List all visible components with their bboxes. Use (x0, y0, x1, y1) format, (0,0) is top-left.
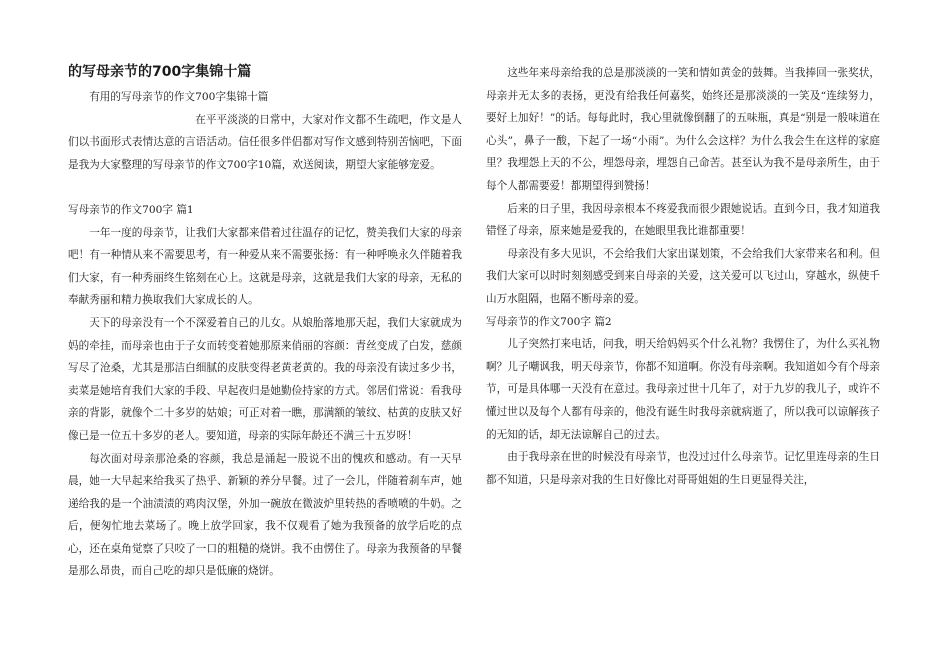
blank-line (68, 176, 462, 199)
essay-1-paragraph-6: 母亲没有多大见识，不会给我们大家出谋划策，不会给我们大家带来名和利。但我们大家可以时时刻刻感受到来自母亲的关爱，这关爱可以飞过山，穿越水，纵使千山万水阻隔，也隔不断母亲的爱。 (486, 247, 880, 305)
essay-2-paragraph-1: 儿子突然打来电话，问我，明天给妈妈买个什么礼物？我愣住了，为什么买礼物啊？儿子嘲讽我，明天母亲节，你都不知道啊。你没有母亲啊。我知道如今有个母亲节，可是具体哪一天没有在意过。我母亲过世十几年了，对于九岁的我儿子，或许不懂过世以及每个人都有母亲的，他没有诞生时我母亲就病逝了，所以我可以谅解孩子的无知的话，却无法谅解自己的过去。 (486, 338, 880, 441)
document-title: 的写母亲节的700字集锦十篇 (68, 64, 252, 80)
essay-1-paragraph-2: 天下的母亲没有一个不深爱着自己的儿女。从娘胎落地那天起，我们大家就成为妈的牵挂，而母亲也由于子女而转变着她那原来俏丽的容颜：青丝变成了白发，慈颜写尽了沧桑，尤其是那洁白细腻的皮肤变得老黄老黄的。我的母亲没有读过多少书，卖菜是她培育我们大家的手段、早起夜归是她勤俭持家的方式。邻居们常说：看我母亲的背影，就像个二十多岁的姑娘；可正对着一瞧，那满额的皱纹、枯黄的皮肤又好像已是一位五十多岁的老人。要知道，母亲的实际年龄还不满三十五岁呀！ (68, 316, 462, 442)
essay-2-heading: 写母亲节的作文700字 篇2 (486, 315, 612, 328)
essay-1-paragraph-5: 后来的日子里，我因母亲根本不疼爱我而很少跟她说话。直到今日，我才知道我错怪了母亲，原来她是爱我的，在她眼里我比谁都重要！ (486, 202, 880, 238)
right-column (486, 62, 880, 491)
essay-2-paragraph-2: 由于我母亲在世的时候没有母亲节，也没过过什么母亲节。记忆里连母亲的生日都不知道，只是母亲对我的生日好像比对哥哥姐姐的生日更显得关注， (486, 451, 880, 486)
intro-paragraph: 在平平淡淡的日常中，大家对作文都不生疏吧，作文是人们以书面形式表情达意的言语活动。信任很多伴侣都对写作文感到特别苦恼吧，下面是我为大家整理的写母亲节的作文700字10篇，欢送阅读，期望大家能够宠爱。 (68, 113, 462, 171)
document-subtitle: 有用的写母亲节的作文700字集锦十篇 (89, 91, 269, 103)
essay-1-paragraph-1: 一年一度的母亲节，让我们大家都来借着过往温存的记忆，赞美我们大家的母亲吧！有一种情从来不需要思考，有一种爱从来不需要张扬：有一种呼唤永久伴随着我们大家，有一种秀丽终生铭刻在心上。这就是母亲，这就是我们大家的母亲，无私的奉献秀丽和精力换取我们大家成长的人。 (68, 226, 462, 307)
essay-1-paragraph-3: 每次面对母亲那沧桑的容颜，我总是涌起一股说不出的愧疚和感动。有一天早晨，她一大早起来给我买了热乎、新颖的养分早餐。过了一会儿，伴随着刹车声，她递给我的是一个油渍渍的鸡肉汉堡，外加一碗放在微波炉里转热的香喷喷的牛奶。之后，便匆忙地去菜场了。晚上放学回家，我不仅观看了她为我预备的放学后吃的点心，还在桌角觉察了只咬了一口的粗糙的烧饼。我不由愣住了。母亲为我预备的早餐是那么昂贵，而自己吃的却只是低廉的烧饼。 (68, 452, 462, 578)
essay-1-heading: 写母亲节的作文700字 篇1 (68, 203, 194, 216)
essay-1-paragraph-4: 这些年来母亲给我的总是那淡淡的一笑和情如黄金的鼓舞。当我捧回一张奖状，母亲并无太多的表扬，更没有给我任何嘉奖，始终还是那淡淡的一笑及“连续努力，要好上加好！”的话。每每此时，我心里就像倒翻了的五味瓶，真是“别是一般味道在心头”，鼻子一酸，下起了一场“小雨”。为什么会这样？为什么我会生在这样的家庭里？我埋怨上天的不公，埋怨母亲，埋怨自己命苦。甚至认为我不是母亲所生，由于每个人都需要爱！都期望得到赞扬！ (486, 67, 880, 192)
left-column (68, 62, 462, 583)
